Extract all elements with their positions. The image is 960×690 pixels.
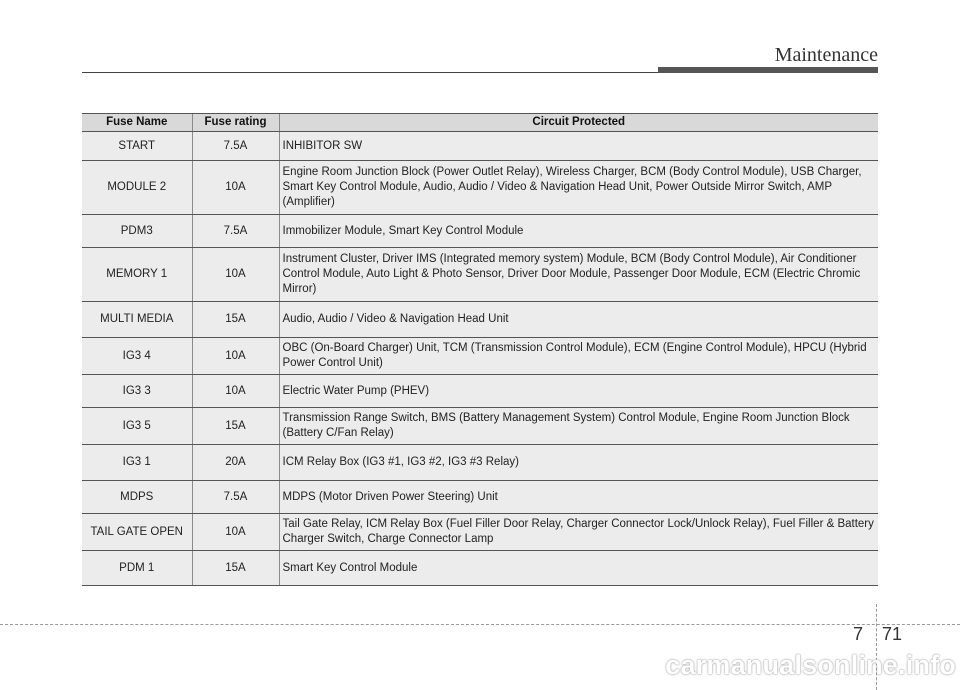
column-header-fuse-rating: Fuse rating <box>192 114 279 132</box>
table-header <box>82 114 878 132</box>
fuse-rating-cell: 15A <box>192 408 279 445</box>
circuit-protected-cell: MDPS (Motor Driven Power Steering) Unit <box>279 481 878 514</box>
fuse-table <box>82 113 878 586</box>
fuse-name-cell: MDPS <box>82 481 192 514</box>
table-row <box>82 481 878 514</box>
header-rule <box>82 72 662 73</box>
chapter-number: 7 <box>853 624 864 644</box>
fuse-name-cell: IG3 4 <box>82 338 192 375</box>
page-number: 71 <box>882 624 903 644</box>
circuit-protected-cell: Instrument Cluster, Driver IMS (Integrated memory system) Module, BCM (Body Control Module), Air Conditioner Control Module, Auto Light & Photo Sensor, Driver Door Module, Passenger Door Module, ECM (Electric Chromic Mirror) <box>279 248 878 302</box>
fuse-rating-cell: 7.5A <box>192 481 279 514</box>
circuit-protected-cell: Audio, Audio / Video & Navigation Head Unit <box>279 302 878 338</box>
table-row <box>82 132 878 161</box>
watermark-logo: carmanualsonline.info <box>665 650 956 680</box>
table-row <box>82 302 878 338</box>
fuse-name-cell: PDM3 <box>82 215 192 248</box>
circuit-protected-cell: Transmission Range Switch, BMS (Battery Management System) Control Module, Engine Room Junction Block (Battery C/Fan Relay) <box>279 408 878 445</box>
circuit-protected-cell: INHIBITOR SW <box>279 132 878 161</box>
fuse-rating-cell: 10A <box>192 338 279 375</box>
fuse-rating-cell: 15A <box>192 302 279 338</box>
circuit-protected-cell: ICM Relay Box (IG3 #1, IG3 #2, IG3 #3 Relay) <box>279 445 878 481</box>
section-title: Maintenance <box>774 44 878 66</box>
footer-dashed-rule <box>0 624 960 625</box>
table-row <box>82 248 878 302</box>
table-row <box>82 338 878 375</box>
fuse-rating-cell: 10A <box>192 375 279 408</box>
circuit-protected-cell: Tail Gate Relay, ICM Relay Box (Fuel Filler Door Relay, Charger Connector Lock/Unlock Relay), Fuel Filler & Battery Charger Switch, Charge Connector Lamp <box>279 514 878 551</box>
table-row <box>82 375 878 408</box>
column-header-fuse-name: Fuse Name <box>82 114 192 132</box>
fuse-name-cell: IG3 5 <box>82 408 192 445</box>
table-row <box>82 215 878 248</box>
fuse-name-cell: START <box>82 132 192 161</box>
fuse-rating-cell: 10A <box>192 161 279 215</box>
table-body <box>82 132 878 586</box>
circuit-protected-cell: Immobilizer Module, Smart Key Control Module <box>279 215 878 248</box>
header-rule-accent <box>658 67 878 73</box>
circuit-protected-cell: Engine Room Junction Block (Power Outlet Relay), Wireless Charger, BCM (Body Control Module), USB Charger, Smart Key Control Module, Audio, Audio / Video & Navigation Head Unit, Power Outside Mirror Switch, AMP (Amplifier) <box>279 161 878 215</box>
fuse-name-cell: PDM 1 <box>82 551 192 586</box>
fuse-name-cell: TAIL GATE OPEN <box>82 514 192 551</box>
fuse-rating-cell: 7.5A <box>192 215 279 248</box>
table-row <box>82 514 878 551</box>
fuse-name-cell: MULTI MEDIA <box>82 302 192 338</box>
table-row <box>82 408 878 445</box>
fuse-rating-cell: 10A <box>192 514 279 551</box>
circuit-protected-cell: Smart Key Control Module <box>279 551 878 586</box>
fuse-name-cell: MEMORY 1 <box>82 248 192 302</box>
fuse-name-cell: IG3 1 <box>82 445 192 481</box>
table-row <box>82 551 878 586</box>
circuit-protected-cell: Electric Water Pump (PHEV) <box>279 375 878 408</box>
fuse-rating-cell: 20A <box>192 445 279 481</box>
table-row <box>82 161 878 215</box>
fuse-name-cell: MODULE 2 <box>82 161 192 215</box>
circuit-protected-cell: OBC (On-Board Charger) Unit, TCM (Transmission Control Module), ECM (Engine Control Module), HPCU (Hybrid Power Control Unit) <box>279 338 878 375</box>
fuse-name-cell: IG3 3 <box>82 375 192 408</box>
table-row <box>82 445 878 481</box>
fuse-rating-cell: 7.5A <box>192 132 279 161</box>
fuse-rating-cell: 15A <box>192 551 279 586</box>
fuse-rating-cell: 10A <box>192 248 279 302</box>
column-header-circuit-protected: Circuit Protected <box>279 114 878 132</box>
